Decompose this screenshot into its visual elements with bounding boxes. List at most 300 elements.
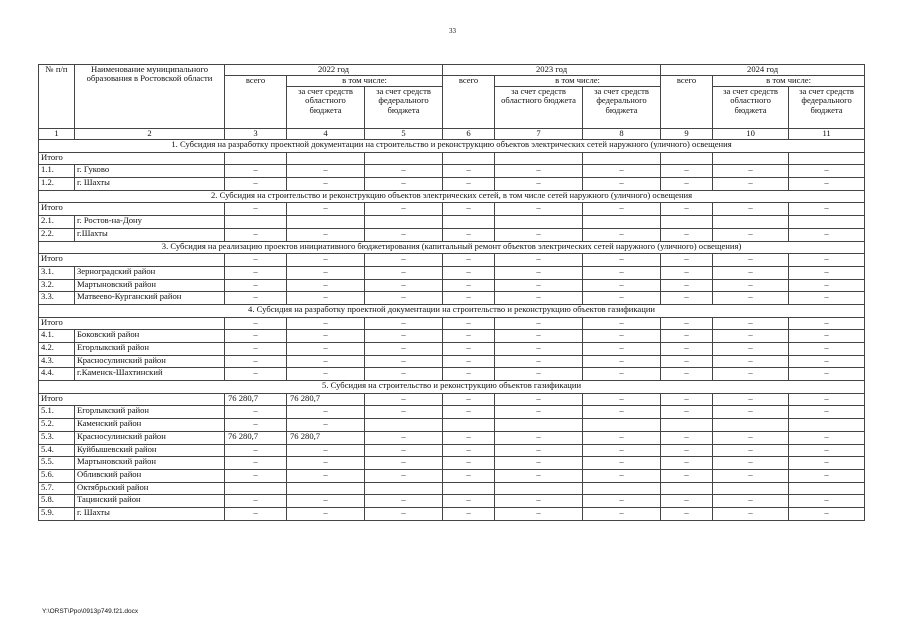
value-cell: [495, 482, 583, 495]
value-cell: –: [789, 495, 865, 508]
value-cell: –: [495, 469, 583, 482]
municipality-name: г. Шахты: [75, 178, 225, 191]
total-row: [39, 393, 865, 406]
value-cell: [583, 419, 661, 432]
value-cell: –: [713, 178, 789, 191]
value-cell: –: [713, 165, 789, 178]
total-value-cell: –: [225, 317, 287, 330]
municipality-name: Обливский район: [75, 469, 225, 482]
municipality-name: г. Шахты: [75, 507, 225, 520]
value-cell: –: [365, 495, 443, 508]
total-value-cell: –: [287, 203, 365, 216]
value-cell: –: [789, 178, 865, 191]
total-value-cell: –: [365, 254, 443, 267]
value-cell: –: [713, 330, 789, 343]
footer-file-path: Y:\ORST\Ppo\0913p749.f21.docx: [42, 608, 139, 615]
row-number: 3.2.: [39, 279, 75, 292]
value-cell: [365, 216, 443, 229]
row-number: 4.4.: [39, 368, 75, 381]
value-cell: –: [287, 292, 365, 305]
value-cell: –: [225, 279, 287, 292]
value-cell: –: [789, 469, 865, 482]
value-cell: –: [443, 406, 495, 419]
column-number: 4: [287, 129, 365, 140]
total-value-cell: –: [789, 393, 865, 406]
value-cell: –: [443, 469, 495, 482]
section-title: 1. Субсидия на разработку проектной документации на строительство и реконструкцию объектов электрических сетей наружного (уличного) освещения: [39, 140, 865, 153]
value-cell: –: [713, 495, 789, 508]
total-value-cell: –: [713, 317, 789, 330]
value-cell: –: [495, 279, 583, 292]
value-cell: [287, 216, 365, 229]
total-value-cell: –: [443, 203, 495, 216]
value-cell: –: [495, 292, 583, 305]
table-row: [39, 419, 865, 432]
value-cell: –: [443, 457, 495, 470]
total-value-cell: [443, 152, 495, 165]
header-year-2024: 2024 год: [661, 65, 865, 76]
column-number: 8: [583, 129, 661, 140]
row-number: 3.1.: [39, 266, 75, 279]
value-cell: –: [225, 419, 287, 432]
total-label: Итого: [39, 203, 225, 216]
value-cell: –: [225, 330, 287, 343]
value-cell: –: [789, 343, 865, 356]
table-row: [39, 457, 865, 470]
value-cell: –: [661, 228, 713, 241]
value-cell: –: [713, 355, 789, 368]
total-value-cell: –: [713, 254, 789, 267]
section-title-row: [39, 241, 865, 254]
value-cell: –: [225, 292, 287, 305]
value-cell: [789, 216, 865, 229]
column-number: 3: [225, 129, 287, 140]
value-cell: –: [583, 279, 661, 292]
value-cell: –: [495, 266, 583, 279]
value-cell: –: [365, 228, 443, 241]
value-cell: [287, 482, 365, 495]
value-cell: –: [225, 165, 287, 178]
value-cell: [713, 216, 789, 229]
value-cell: –: [225, 507, 287, 520]
table-row: [39, 343, 865, 356]
value-cell: –: [443, 343, 495, 356]
section-title-row: [39, 140, 865, 153]
value-cell: [443, 419, 495, 432]
total-value-cell: –: [495, 203, 583, 216]
subsidy-table: [38, 64, 865, 521]
total-value-cell: –: [443, 317, 495, 330]
section-title-row: [39, 190, 865, 203]
value-cell: –: [583, 406, 661, 419]
total-value-cell: –: [789, 317, 865, 330]
row-number: 1.1.: [39, 165, 75, 178]
total-value-cell: [495, 152, 583, 165]
value-cell: 76 280,7: [287, 431, 365, 444]
column-number: 7: [495, 129, 583, 140]
total-value-cell: –: [443, 393, 495, 406]
municipality-name: г.Каменск-Шахтинский: [75, 368, 225, 381]
value-cell: –: [225, 178, 287, 191]
value-cell: –: [287, 419, 365, 432]
column-number: 9: [661, 129, 713, 140]
total-value-cell: –: [287, 254, 365, 267]
value-cell: –: [365, 406, 443, 419]
total-value-cell: –: [661, 317, 713, 330]
column-number: 5: [365, 129, 443, 140]
value-cell: –: [713, 444, 789, 457]
total-row: [39, 254, 865, 267]
value-cell: –: [365, 469, 443, 482]
value-cell: –: [287, 368, 365, 381]
value-cell: –: [225, 444, 287, 457]
total-value-cell: [287, 152, 365, 165]
value-cell: –: [495, 355, 583, 368]
municipality-name: Тацинский район: [75, 495, 225, 508]
value-cell: –: [789, 507, 865, 520]
value-cell: –: [287, 266, 365, 279]
total-value-cell: [789, 152, 865, 165]
value-cell: –: [661, 457, 713, 470]
value-cell: [661, 419, 713, 432]
value-cell: –: [789, 330, 865, 343]
table-row: [39, 469, 865, 482]
value-cell: –: [287, 406, 365, 419]
value-cell: –: [789, 292, 865, 305]
page-number: 33: [449, 27, 456, 35]
table-row: [39, 330, 865, 343]
row-number: 4.3.: [39, 355, 75, 368]
value-cell: –: [583, 355, 661, 368]
total-value-cell: –: [661, 393, 713, 406]
section-title: 2. Субсидия на строительство и реконструкцию объектов электрических сетей, в том числе сетей наружного (уличного) освещения: [39, 190, 865, 203]
total-value-cell: –: [661, 254, 713, 267]
row-number: 2.1.: [39, 216, 75, 229]
value-cell: [583, 482, 661, 495]
total-value-cell: –: [495, 317, 583, 330]
value-cell: –: [443, 330, 495, 343]
value-cell: –: [789, 266, 865, 279]
value-cell: [443, 482, 495, 495]
value-cell: –: [287, 457, 365, 470]
value-cell: [443, 216, 495, 229]
total-label: Итого: [39, 152, 225, 165]
value-cell: –: [713, 228, 789, 241]
total-row: [39, 203, 865, 216]
total-value-cell: [365, 152, 443, 165]
value-cell: [661, 482, 713, 495]
value-cell: –: [713, 431, 789, 444]
column-number: 2: [75, 129, 225, 140]
total-value-cell: –: [365, 317, 443, 330]
value-cell: –: [225, 457, 287, 470]
value-cell: –: [583, 178, 661, 191]
value-cell: –: [661, 266, 713, 279]
value-cell: –: [495, 343, 583, 356]
total-value-cell: [713, 152, 789, 165]
column-number: 6: [443, 129, 495, 140]
row-number: 5.1.: [39, 406, 75, 419]
section-title: 5. Субсидия на строительство и реконструкцию объектов газификации: [39, 381, 865, 394]
value-cell: –: [661, 355, 713, 368]
value-cell: –: [661, 495, 713, 508]
value-cell: –: [583, 457, 661, 470]
row-number: 4.2.: [39, 343, 75, 356]
municipality-name: Боковский район: [75, 330, 225, 343]
value-cell: –: [661, 444, 713, 457]
row-number: 5.6.: [39, 469, 75, 482]
municipality-name: Каменский район: [75, 419, 225, 432]
row-number: 5.8.: [39, 495, 75, 508]
value-cell: –: [661, 406, 713, 419]
municipality-name: Зерноградский район: [75, 266, 225, 279]
total-value-cell: –: [661, 203, 713, 216]
value-cell: –: [365, 266, 443, 279]
municipality-name: г. Гуково: [75, 165, 225, 178]
column-numbers-row: [39, 129, 865, 140]
value-cell: [495, 419, 583, 432]
table-row: [39, 444, 865, 457]
value-cell: –: [661, 431, 713, 444]
value-cell: –: [287, 495, 365, 508]
value-cell: [365, 482, 443, 495]
value-cell: –: [443, 507, 495, 520]
total-row: [39, 317, 865, 330]
header-federal-budget: за счет средств федерального бюджета: [583, 87, 661, 129]
value-cell: –: [789, 279, 865, 292]
value-cell: –: [583, 266, 661, 279]
value-cell: –: [443, 165, 495, 178]
table-row: [39, 368, 865, 381]
total-value-cell: –: [583, 317, 661, 330]
value-cell: –: [661, 292, 713, 305]
value-cell: –: [495, 228, 583, 241]
value-cell: –: [225, 266, 287, 279]
value-cell: –: [583, 228, 661, 241]
value-cell: –: [365, 355, 443, 368]
value-cell: –: [443, 495, 495, 508]
value-cell: [225, 482, 287, 495]
table-row: [39, 228, 865, 241]
value-cell: –: [287, 228, 365, 241]
value-cell: –: [713, 368, 789, 381]
header-federal-budget: за счет средств федерального бюджета: [365, 87, 443, 129]
row-number: 2.2.: [39, 228, 75, 241]
value-cell: –: [365, 343, 443, 356]
municipality-name: г. Ростов-на-Дону: [75, 216, 225, 229]
value-cell: –: [365, 165, 443, 178]
header-year-2022: 2022 год: [225, 65, 443, 76]
value-cell: –: [443, 368, 495, 381]
value-cell: –: [287, 507, 365, 520]
value-cell: –: [225, 469, 287, 482]
value-cell: 76 280,7: [225, 431, 287, 444]
column-number: 1: [39, 129, 75, 140]
total-value-cell: 76 280,7: [225, 393, 287, 406]
value-cell: –: [789, 457, 865, 470]
value-cell: –: [583, 165, 661, 178]
value-cell: –: [443, 355, 495, 368]
total-value-cell: –: [225, 254, 287, 267]
table-row: [39, 431, 865, 444]
total-value-cell: –: [789, 203, 865, 216]
municipality-name: Красносулинский район: [75, 431, 225, 444]
value-cell: –: [713, 406, 789, 419]
section-title: 4. Субсидия на разработку проектной документации на строительство и реконструкцию объектов газификации: [39, 304, 865, 317]
row-number: 4.1.: [39, 330, 75, 343]
value-cell: –: [443, 228, 495, 241]
total-value-cell: –: [583, 393, 661, 406]
total-value-cell: –: [443, 254, 495, 267]
value-cell: –: [443, 266, 495, 279]
value-cell: –: [661, 343, 713, 356]
table-row: [39, 178, 865, 191]
table-row: [39, 216, 865, 229]
row-number: 5.7.: [39, 482, 75, 495]
value-cell: –: [583, 330, 661, 343]
value-cell: [661, 216, 713, 229]
value-cell: –: [661, 279, 713, 292]
value-cell: –: [365, 279, 443, 292]
total-label: Итого: [39, 317, 225, 330]
value-cell: [495, 216, 583, 229]
value-cell: –: [225, 495, 287, 508]
value-cell: –: [287, 165, 365, 178]
row-number: 3.3.: [39, 292, 75, 305]
table-row: [39, 495, 865, 508]
value-cell: –: [583, 292, 661, 305]
value-cell: –: [365, 368, 443, 381]
value-cell: –: [495, 431, 583, 444]
table-header: [39, 65, 865, 140]
value-cell: –: [661, 507, 713, 520]
value-cell: –: [789, 165, 865, 178]
value-cell: [713, 482, 789, 495]
value-cell: –: [789, 406, 865, 419]
total-value-cell: –: [583, 254, 661, 267]
value-cell: –: [789, 228, 865, 241]
value-cell: –: [713, 469, 789, 482]
value-cell: –: [287, 355, 365, 368]
total-value-cell: –: [495, 254, 583, 267]
header-total: всего: [443, 76, 495, 129]
value-cell: –: [443, 279, 495, 292]
table-row: [39, 507, 865, 520]
value-cell: –: [365, 431, 443, 444]
table-body: [39, 140, 865, 521]
total-row: [39, 152, 865, 165]
header-regional-budget: за счет средств областного бюджета: [287, 87, 365, 129]
table-row: [39, 482, 865, 495]
municipality-name: Куйбышевский район: [75, 444, 225, 457]
header-including: в том числе:: [287, 76, 443, 87]
value-cell: –: [443, 178, 495, 191]
value-cell: –: [495, 406, 583, 419]
value-cell: –: [225, 368, 287, 381]
value-cell: –: [583, 368, 661, 381]
value-cell: –: [661, 165, 713, 178]
value-cell: –: [583, 495, 661, 508]
value-cell: –: [495, 495, 583, 508]
value-cell: –: [789, 431, 865, 444]
total-value-cell: –: [583, 203, 661, 216]
header-year-2023: 2023 год: [443, 65, 661, 76]
value-cell: –: [287, 444, 365, 457]
header-number: № п/п: [39, 65, 75, 129]
header-total: всего: [225, 76, 287, 129]
total-value-cell: –: [225, 203, 287, 216]
value-cell: [713, 419, 789, 432]
table-row: [39, 292, 865, 305]
value-cell: –: [583, 469, 661, 482]
total-value-cell: 76 280,7: [287, 393, 365, 406]
total-value-cell: [225, 152, 287, 165]
section-title-row: [39, 304, 865, 317]
value-cell: –: [713, 343, 789, 356]
row-number: 5.4.: [39, 444, 75, 457]
total-value-cell: –: [287, 317, 365, 330]
total-value-cell: –: [365, 203, 443, 216]
table-row: [39, 279, 865, 292]
value-cell: –: [661, 178, 713, 191]
municipality-name: Егорлыкский район: [75, 343, 225, 356]
total-value-cell: [661, 152, 713, 165]
value-cell: [365, 419, 443, 432]
row-number: 1.2.: [39, 178, 75, 191]
section-title: 3. Субсидия на реализацию проектов инициативного бюджетирования (капитальный ремонт объектов электрических сетей наружного (уличного) освещения): [39, 241, 865, 254]
row-number: 5.5.: [39, 457, 75, 470]
header-regional-budget: за счет средств областного бюджета: [495, 87, 583, 129]
header-total: всего: [661, 76, 713, 129]
value-cell: –: [365, 507, 443, 520]
value-cell: –: [789, 444, 865, 457]
value-cell: –: [713, 457, 789, 470]
total-label: Итого: [39, 254, 225, 267]
table-row: [39, 355, 865, 368]
table-row: [39, 266, 865, 279]
value-cell: –: [789, 368, 865, 381]
value-cell: –: [287, 279, 365, 292]
value-cell: –: [225, 228, 287, 241]
value-cell: –: [661, 330, 713, 343]
value-cell: –: [365, 457, 443, 470]
column-number: 11: [789, 129, 865, 140]
value-cell: [789, 419, 865, 432]
column-number: 10: [713, 129, 789, 140]
header-federal-budget: за счет средств федерального бюджета: [789, 87, 865, 129]
municipality-name: Октябрьский район: [75, 482, 225, 495]
value-cell: –: [443, 292, 495, 305]
header-municipality: Наименование муниципального образования в Ростовской области: [75, 65, 225, 129]
value-cell: –: [287, 330, 365, 343]
value-cell: –: [287, 178, 365, 191]
value-cell: –: [713, 292, 789, 305]
value-cell: –: [225, 343, 287, 356]
municipality-name: Мартыновский район: [75, 279, 225, 292]
value-cell: –: [287, 343, 365, 356]
section-title-row: [39, 381, 865, 394]
total-label: Итого: [39, 393, 225, 406]
row-number: 5.9.: [39, 507, 75, 520]
value-cell: –: [713, 507, 789, 520]
value-cell: –: [661, 368, 713, 381]
header-regional-budget: за счет средств областного бюджета: [713, 87, 789, 129]
value-cell: –: [583, 444, 661, 457]
value-cell: –: [225, 406, 287, 419]
total-value-cell: [583, 152, 661, 165]
value-cell: –: [495, 457, 583, 470]
value-cell: –: [495, 330, 583, 343]
